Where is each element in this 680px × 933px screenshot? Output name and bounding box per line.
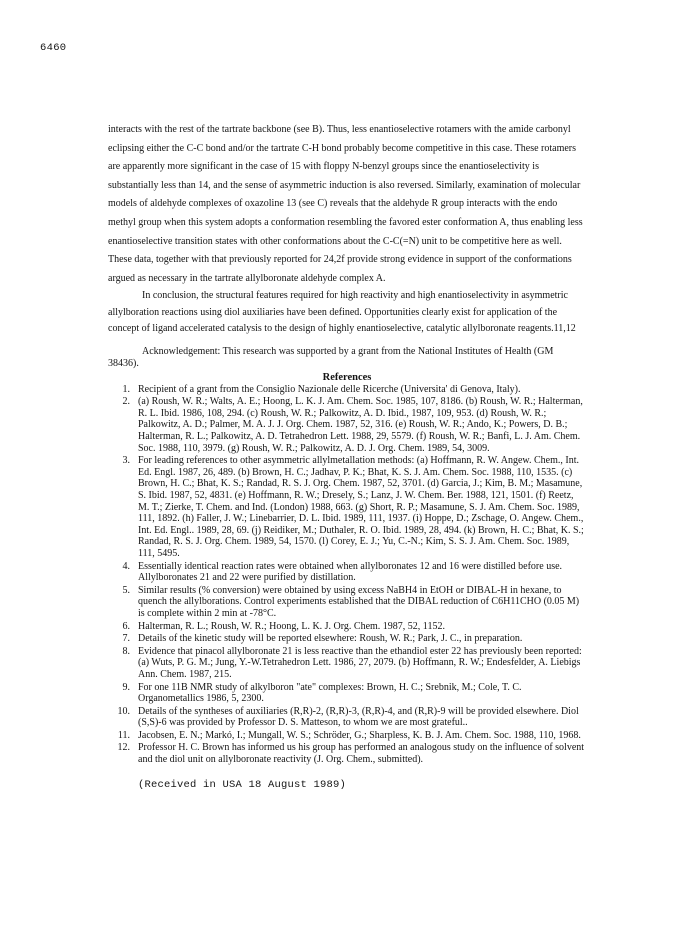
references-list: [108, 384, 586, 766]
article-body: [108, 121, 586, 791]
reference-item: [108, 730, 586, 742]
body-paragraph-2: In conclusion, the structural features required for high reactivity and high enantioselectivity in asymmetric allylboration reactions using diol auxiliaries have been defined. Opportunities clearly exist for application of the concept of ligand accelerated catalysis to the design of highly enantioselective, catalytic allylboronate reagents.11,12: [108, 290, 576, 335]
reference-number: 8.: [122, 645, 130, 657]
reference-item: [108, 682, 586, 705]
page-number: 6460: [40, 42, 67, 54]
reference-number: 5.: [122, 584, 130, 596]
reference-text: Jacobsen, E. N.; Markó, I.; Mungall, W. S.; Schröder, G.; Sharpless, K. B. J. Am. Chem. Soc. 1988, 110, 1968.: [138, 729, 581, 741]
reference-item: [108, 742, 586, 765]
reference-text: Similar results (% conversion) were obtained by using excess NaBH4 in EtOH or DIBAL-H in hexane, to quench the allylborations. Control experiments established that the DIBAL reduction of C6H11CHO (0.05 M) is complete within 2 min at -78°C.: [138, 584, 580, 619]
reference-item: [108, 633, 586, 645]
reference-number: 4.: [122, 560, 130, 572]
reference-item: [108, 396, 586, 454]
reference-item: [108, 621, 586, 633]
reference-item: [108, 706, 586, 729]
reference-number: 1.: [122, 383, 130, 395]
reference-number: 10.: [117, 705, 130, 717]
reference-text: Evidence that pinacol allylboronate 21 is less reactive than the ethandiol ester 22 has previously been reported: (a) Wuts, P. G. M.; Jung, Y.-W.Tetrahedron Lett. 1986, 27, 2079. (b) Hoffmann, R. W.; Endesfelder, A. Liebigs Ann. Chem. 1987, 215.: [138, 645, 582, 680]
reference-number: 12.: [117, 742, 130, 754]
reference-number: 3.: [122, 455, 130, 467]
references-heading: References: [322, 371, 372, 383]
received-date: (Received in USA 18 August 1989): [138, 778, 347, 791]
reference-text: For one 11B NMR study of alkylboron "ate" complexes: Brown, H. C.; Srebnik, M.; Cole, T. C. Organometallics 1986, 5, 2300.: [138, 681, 522, 705]
acknowledgement: Acknowledgement: This research was supported by a grant from the National Institutes of Health (GM 38436).: [108, 345, 554, 370]
reference-number: 2.: [122, 396, 130, 408]
reference-text: Essentially identical reaction rates were obtained when allylboronates 12 and 16 were distilled before use. Allylboronates 21 and 22 were purified by distillation.: [138, 560, 563, 584]
reference-item: [108, 646, 586, 681]
reference-text: Halterman, R. L.; Roush, W. R.; Hoong, L. K. J. Org. Chem. 1987, 52, 1152.: [138, 620, 445, 632]
reference-text: Professor H. C. Brown has informed us his group has performed an analogous study on the influence of solvent and the diol unit on allylboronate reactivity (J. Org. Chem., submitted).: [138, 742, 585, 766]
reference-item: [108, 455, 586, 559]
body-paragraph-1: interacts with the rest of the tartrate backbone (see B). Thus, less enantioselective rotamers with the amide carbonyl eclipsing either the C-C bond and/or the tartrate C-H bond probably become competitive in this case. These rotamers are apparently more significant in the case of 15 with floppy N-benzyl groups since the enantioselectivity is substantially less than 14, and the sense of asymmetric induction is also reversed. Similarly, examination of molecular models of aldehyde complexes of oxazoline 13 (see C) reveals that the aldehyde R group interacts with the endo methyl group when this system adopts a conformation resembling the favored ester conformation A, thus enabling less enantioselective transition states with other conformations about the C-C(=N) unit to be competitive here as well. These data, together with that previously reported for 24,2f provide strong evidence in support of the conformations argued as necessary in the tartrate allylboronate aldehyde complex A.: [108, 124, 583, 284]
reference-text: (a) Roush, W. R.; Walts, A. E.; Hoong, L. K. J. Am. Chem. Soc. 1985, 107, 8186. (b) Roush, W. R.; Halterman, R. L. Ibid. 1986, 108, 294. (c) Roush, W. R.; Palkowitz, A. D. Ibid., 1987, 109, 953. (d) Roush, W. R.; Palkowitz, A. D.; Palmer, M. A. J. J. Org. Chem. 1987, 52, 316. (e) Roush, W. R.; Ando, K.; Powers, D. B.; Halterman, R. L.; Palkowitz, A. D. Tetrahedron Lett. 1988, 29, 5579. (f) Roush, W. R.; Banfi, L. J. Am. Chem. Soc. 1988, 110, 3979. (g) Roush, W. R.; Palkowitz, A. D. J. Org. Chem. 1989, 54, 3009.: [138, 396, 583, 454]
reference-text: For leading references to other asymmetric allylmetallation methods: (a) Hoffmann, R. W. Angew. Chem., Int. Ed. Engl. 1987, 26, 489. (b) Brown, H. C.; Jadhav, P. K.; Bhat, K. S. J. Am. Chem. Soc. 1988, 110, 1535. (c) Brown, H. C.; Bhat, K. S.; Randad, R. S. J. Org. Chem. 1987, 52, 3701. (d) Garcia, J.; Kim, B. M.; Masamune, S. Ibid. 1987, 52, 4831. (e) Hoffmann, R. W.; Dresely, S.; Lanz, J. W. Chem. Ber. 1988, 121, 1501. (f) Reetz, M. T.; Zierke, T. Chem. and Ind. (London) 1988, 663. (g) Short, R. P.; Masamune, S. J. Am. Chem. Soc. 1989, 111, 1892. (h) Faller, J. W.; Linebarrier, D. L. Ibid. 1989, 111, 1937. (i) Hoppe, D.; Zschage, O. Angew. Chem., Int. Ed. Engl.. 1989, 28, 69. (j) Reidiker, M.; Duthaler, R. O. Ibid. 1989, 28, 494. (k) Brown, H. C.; Bhat, K. S.; Randad, R. S. J. Org. Chem. 1989, 54, 1570. (l) Corey, E. J.; Yu, C.-N.; Kim, S. S. J. Am. Chem. Soc. 1989, 111, 5495.: [138, 455, 584, 559]
reference-text: Details of the kinetic study will be reported elsewhere: Roush, W. R.; Park, J. C., in preparation.: [138, 633, 523, 645]
reference-item: [108, 384, 586, 396]
reference-text: Details of the syntheses of auxiliaries (R,R)-2, (R,R)-3, (R,R)-4, and (R,R)-9 will be provided elsewhere. Diol (S,S)-6 was provided by Professor D. S. Matteson, to whom we are most grateful..: [138, 705, 579, 729]
reference-number: 9.: [122, 681, 130, 693]
reference-number: 11.: [117, 729, 130, 741]
reference-item: [108, 585, 586, 620]
reference-item: [108, 561, 586, 584]
reference-text: Recipient of a grant from the Consiglio Nazionale delle Ricerche (Universita' di Genova, Italy).: [138, 383, 521, 395]
reference-number: 6.: [122, 620, 130, 632]
reference-number: 7.: [122, 633, 130, 645]
